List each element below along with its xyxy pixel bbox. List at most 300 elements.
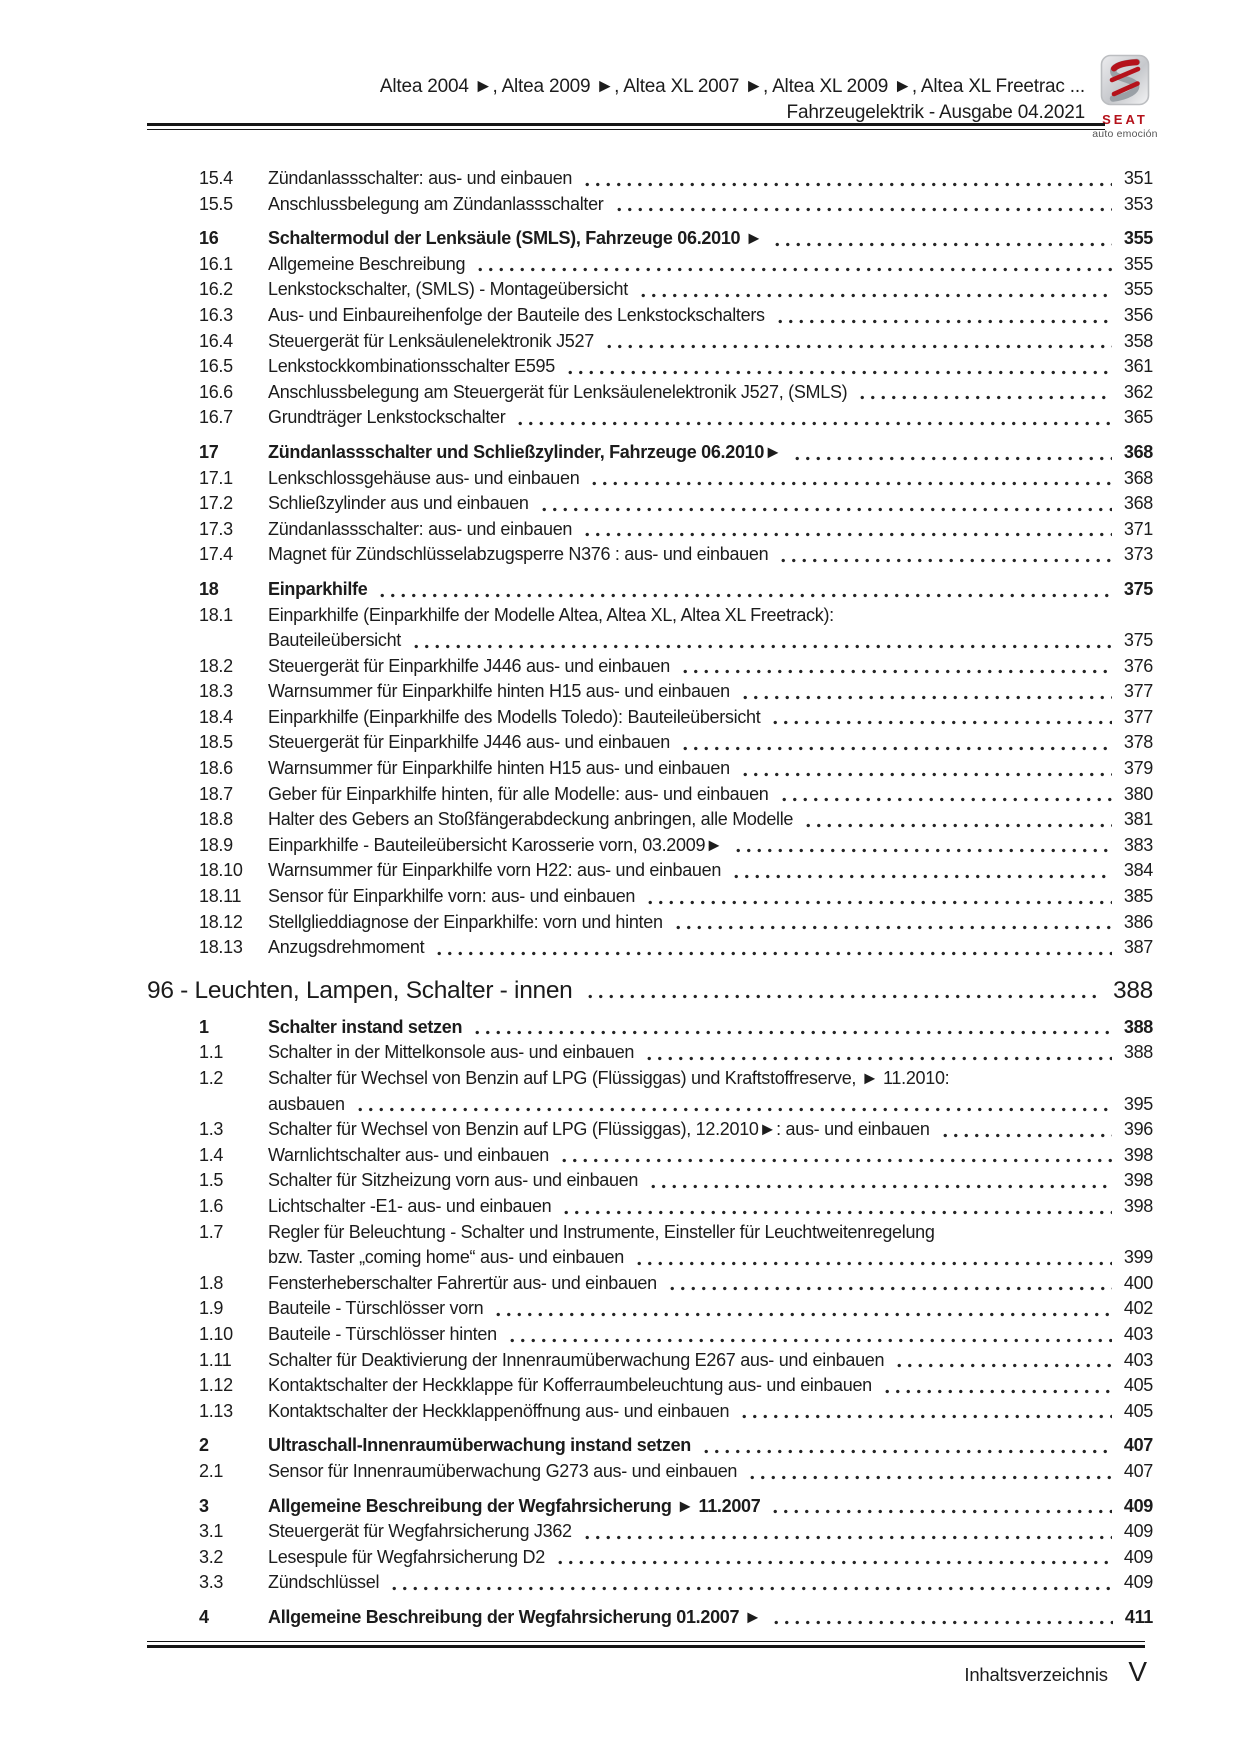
entry-body: [268, 542, 1112, 568]
entry-number: 16.1: [199, 253, 233, 274]
dot-leader: [353, 1092, 1112, 1118]
entry-number: 1.1: [199, 1042, 224, 1063]
entry-last-line: [268, 226, 1112, 252]
toc-entry-row[interactable]: [147, 1040, 1153, 1066]
dot-leader: [729, 858, 1112, 884]
entry-body: [268, 1459, 1112, 1485]
entry-body: [268, 1605, 1113, 1631]
entry-page-number: 409: [1123, 1495, 1153, 1516]
dot-leader: [678, 730, 1112, 756]
entry-text: Einparkhilfe - Bauteileübersicht Karosserie vorn, 03.2009►: [268, 834, 723, 855]
toc-chapter-row[interactable]: [147, 975, 1153, 1006]
toc-entry-row[interactable]: [147, 782, 1153, 808]
entry-number: 17.4: [199, 544, 233, 565]
entry-page-number: 368: [1123, 441, 1153, 462]
footer-label: Inhaltsverzeichnis: [964, 1664, 1108, 1685]
entry-page-number: 402: [1123, 1298, 1153, 1319]
entry-body: [268, 1271, 1112, 1297]
toc-entry-row[interactable]: [147, 1605, 1153, 1631]
entry-text-line: Einparkhilfe (Einparkhilfe der Modelle Altea, Altea XL, Altea XL Freetrack):: [268, 604, 834, 625]
dot-leader: [678, 654, 1112, 680]
entry-text: Schalter in der Mittelkonsole aus- und einbauen: [268, 1042, 635, 1063]
entry-last-line: [268, 166, 1112, 192]
entry-number: 2: [199, 1435, 209, 1456]
entry-body: [268, 1117, 1112, 1143]
entry-page-number: 368: [1123, 467, 1153, 488]
toc-entry-row[interactable]: [147, 491, 1153, 517]
entry-text: Steuergerät für Einparkhilfe J446 aus- und einbauen: [268, 655, 670, 676]
toc-entry-row[interactable]: [147, 884, 1153, 910]
toc-entry-row[interactable]: [147, 1570, 1153, 1596]
entry-body: [268, 730, 1112, 756]
entry-number: 18.3: [199, 681, 233, 702]
chapter-title: 96 - Leuchten, Lampen, Schalter - innen: [147, 976, 573, 1004]
dot-leader: [513, 405, 1111, 431]
entry-number: 17.3: [199, 518, 233, 539]
entry-body: [268, 1322, 1112, 1348]
entry-page-number: 396: [1123, 1119, 1153, 1140]
toc-entry-row[interactable]: [147, 252, 1153, 278]
entry-last-line: [268, 782, 1112, 808]
toc-entry-row[interactable]: [147, 405, 1153, 431]
chapter-page-number: 388: [1113, 976, 1153, 1004]
entry-number: 1.13: [199, 1400, 233, 1421]
dot-leader: [892, 1348, 1112, 1374]
entry-last-line: [268, 1322, 1112, 1348]
toc-entry-row[interactable]: [147, 654, 1153, 680]
toc-entry-row[interactable]: [147, 1373, 1153, 1399]
entry-text: Ultraschall-Innenraumüberwachung instand setzen: [268, 1435, 691, 1456]
entry-body: [268, 329, 1112, 355]
entry-number: 18.13: [199, 937, 243, 958]
entry-page-number: 380: [1123, 783, 1153, 804]
entry-number: 16.2: [199, 279, 233, 300]
entry-page-number: 405: [1123, 1375, 1153, 1396]
toc-entry-row[interactable]: [147, 1296, 1153, 1322]
entry-number: 3: [199, 1495, 209, 1516]
entry-number: 3.1: [199, 1521, 224, 1542]
entry-body: [268, 1015, 1112, 1041]
toc-entry-row[interactable]: [147, 1066, 1153, 1117]
dot-leader: [643, 884, 1112, 910]
toc-entry-row[interactable]: [147, 833, 1153, 859]
entry-last-line: [268, 705, 1112, 731]
entry-text: ausbauen: [268, 1093, 345, 1114]
entry-body: [268, 577, 1112, 603]
entry-body: [268, 192, 1112, 218]
entry-number: 18.9: [199, 834, 233, 855]
entry-text: Halter des Gebers an Stoßfängerabdeckung anbringen, alle Modelle: [268, 809, 794, 830]
entry-number: 1.6: [199, 1195, 224, 1216]
entry-page-number: 365: [1123, 407, 1153, 428]
entry-body: [268, 858, 1112, 884]
dot-leader: [580, 166, 1112, 192]
toc-entry-row[interactable]: [147, 166, 1153, 192]
toc-entry-row[interactable]: [147, 1433, 1153, 1459]
dot-leader: [769, 1605, 1112, 1631]
dot-leader: [731, 833, 1112, 859]
entry-number: 1.7: [199, 1221, 224, 1242]
entry-text: Allgemeine Beschreibung: [268, 253, 466, 274]
entry-last-line: [268, 354, 1112, 380]
entry-page-number: 384: [1123, 860, 1153, 881]
entry-last-line: [268, 935, 1112, 961]
entry-body: [268, 1168, 1112, 1194]
entry-body: [268, 1399, 1112, 1425]
toc-entry-row[interactable]: [147, 354, 1153, 380]
entry-text: Fensterheberschalter Fahrertür aus- und einbauen: [268, 1272, 657, 1293]
entry-last-line: [268, 679, 1112, 705]
entry-number: 18.6: [199, 758, 233, 779]
toc-entry-row[interactable]: [147, 756, 1153, 782]
entry-body: [268, 166, 1112, 192]
entry-body: [268, 277, 1112, 303]
dot-leader: [580, 1519, 1112, 1545]
entry-text: Warnlichtschalter aus- und einbauen: [268, 1144, 549, 1165]
dot-leader: [553, 1545, 1112, 1571]
entry-last-line: [268, 1519, 1112, 1545]
toc-entry-row[interactable]: [147, 1348, 1153, 1374]
entry-page-number: 378: [1123, 732, 1153, 753]
toc-entry-row[interactable]: [147, 1194, 1153, 1220]
entry-text: Zündanlassschalter: aus- und einbauen: [268, 168, 573, 188]
toc-entry-row[interactable]: [147, 1168, 1153, 1194]
entry-last-line: [268, 833, 1112, 859]
entry-last-line: [268, 466, 1112, 492]
dot-leader: [563, 354, 1112, 380]
dot-leader: [491, 1296, 1111, 1322]
entry-last-line: [268, 1570, 1112, 1596]
toc-entry-row[interactable]: [147, 705, 1153, 731]
entry-page-number: 381: [1123, 809, 1153, 830]
entry-number: 1.12: [199, 1375, 233, 1396]
toc-entry-row[interactable]: [147, 440, 1153, 466]
dot-leader: [587, 466, 1111, 492]
toc-entry-row[interactable]: [147, 1117, 1153, 1143]
entry-text-line: Regler für Beleuchtung - Schalter und Instrumente, Einsteller für Leuchtweitenregelung: [268, 1221, 935, 1242]
entry-body: [268, 1143, 1112, 1169]
entry-page-number: 377: [1123, 681, 1153, 702]
entry-page-number: 395: [1123, 1093, 1153, 1114]
entry-number: 17.2: [199, 493, 233, 514]
entry-page-number: 376: [1123, 655, 1153, 676]
toc-entry-row[interactable]: [147, 466, 1153, 492]
entry-last-line: [268, 628, 1112, 654]
entry-number: 18.10: [199, 860, 243, 881]
footer-divider: [147, 1641, 1145, 1648]
entry-page-number: 383: [1123, 834, 1153, 855]
entry-page-number: 379: [1123, 758, 1153, 779]
entry-number: 18.12: [199, 911, 243, 932]
entry-text-line: Schalter für Wechsel von Benzin auf LPG (Flüssiggas) und Kraftstoffreserve, ► 11.2010:: [268, 1068, 950, 1088]
toc-entry-row[interactable]: [147, 1399, 1153, 1425]
entry-number: 1.10: [199, 1323, 233, 1344]
entry-body: [268, 1519, 1112, 1545]
dot-leader: [473, 252, 1112, 278]
entry-text: Steuergerät für Wegfahrsicherung J362: [268, 1521, 572, 1542]
dot-leader: [612, 192, 1112, 218]
entry-last-line: [268, 1015, 1112, 1041]
entry-page-number: 403: [1123, 1349, 1153, 1370]
entry-body: [268, 1570, 1112, 1596]
entry-number: 18.2: [199, 655, 233, 676]
entry-page-number: 411: [1124, 1606, 1153, 1627]
entry-last-line: [268, 1168, 1112, 1194]
toc-entry-row[interactable]: [147, 226, 1153, 252]
entry-page-number: 375: [1123, 578, 1153, 599]
entry-last-line: [268, 192, 1112, 218]
page-footer: [147, 1656, 1147, 1688]
entry-number: 18: [199, 578, 219, 599]
footer-page-number: V: [1128, 1656, 1147, 1687]
entry-text: Aus- und Einbaureihenfolge der Bauteile des Lenkstockschalters: [268, 304, 765, 325]
entry-text: Bauteileübersicht: [268, 630, 401, 651]
entry-number: 1.9: [199, 1298, 224, 1319]
dot-leader: [938, 1117, 1112, 1143]
entry-page-number: 409: [1123, 1572, 1153, 1593]
entry-last-line: [268, 1348, 1112, 1374]
entry-number: 15.4: [199, 168, 233, 188]
entry-last-line: [268, 1399, 1112, 1425]
entry-number: 16.3: [199, 304, 233, 325]
toc-entry-row[interactable]: [147, 192, 1153, 218]
toc-entry-row[interactable]: [147, 1545, 1153, 1571]
toc-entry-row[interactable]: [147, 1459, 1153, 1485]
entry-page-number: 399: [1123, 1247, 1153, 1268]
entry-text: Schließzylinder aus und einbauen: [268, 493, 529, 514]
entry-last-line: [268, 277, 1112, 303]
toc-entry-row[interactable]: [147, 517, 1153, 543]
entry-text: Kontaktschalter der Heckklappe für Kofferraumbeleuchtung aus- und einbauen: [268, 1375, 872, 1396]
entry-number: 2.1: [199, 1460, 224, 1481]
toc-entry-row[interactable]: [147, 935, 1153, 961]
entry-last-line: [268, 303, 1112, 329]
toc-entry-row[interactable]: [147, 277, 1153, 303]
entry-text: Lenkschlossgehäuse aus- und einbauen: [268, 467, 580, 488]
entry-page-number: 362: [1123, 381, 1153, 402]
dot-leader: [790, 440, 1112, 466]
dot-leader: [801, 807, 1112, 833]
entry-last-line: [268, 380, 1112, 406]
toc-entry-row[interactable]: [147, 603, 1153, 654]
entry-page-number: 377: [1123, 706, 1153, 727]
dot-leader: [580, 517, 1112, 543]
entry-number: 1: [199, 1016, 209, 1037]
entry-text: Steuergerät für Lenksäulenelektronik J527: [268, 330, 594, 351]
entry-body: [268, 226, 1112, 252]
entry-last-line: [268, 1494, 1112, 1520]
toc-entry-row[interactable]: [147, 1143, 1153, 1169]
entry-number: 3.3: [199, 1572, 224, 1593]
entry-last-line: [268, 654, 1112, 680]
entry-text: Anschlussbelegung am Steuergerät für Lenksäulenelektronik J527, (SMLS): [268, 381, 848, 402]
entry-last-line: [268, 884, 1112, 910]
entry-number: 17: [199, 441, 219, 462]
toc-entry-row[interactable]: [147, 1220, 1153, 1271]
entry-body: [268, 1296, 1112, 1322]
dot-leader: [671, 910, 1112, 936]
entry-page-number: 356: [1123, 304, 1153, 325]
entry-last-line: [268, 1040, 1112, 1066]
dot-leader: [745, 1459, 1112, 1485]
dot-leader: [602, 329, 1112, 355]
toc-entry-row[interactable]: [147, 1519, 1153, 1545]
dot-leader: [738, 756, 1112, 782]
entry-text: Warnsummer für Einparkhilfe hinten H15 aus- und einbauen: [268, 681, 730, 702]
entry-text: bzw. Taster „coming home“ aus- und einbauen: [268, 1247, 624, 1268]
header-divider: [147, 123, 1105, 130]
dot-leader: [768, 705, 1111, 731]
entry-last-line: [268, 440, 1112, 466]
entry-body: [268, 491, 1112, 517]
entry-page-number: 407: [1123, 1460, 1153, 1481]
entry-text: Schalter für Wechsel von Benzin auf LPG (Flüssiggas), 12.2010►: aus- und einbauen: [268, 1119, 930, 1140]
entry-number: 1.8: [199, 1272, 224, 1293]
entry-page-number: 375: [1123, 630, 1153, 651]
entry-page-number: 361: [1123, 356, 1153, 377]
dot-leader: [432, 935, 1112, 961]
entry-last-line: [268, 329, 1112, 355]
entry-page-number: 388: [1123, 1042, 1153, 1063]
dot-leader: [699, 1433, 1112, 1459]
entry-last-line: [268, 517, 1112, 543]
entry-body: [268, 252, 1112, 278]
toc-entry-row[interactable]: [147, 329, 1153, 355]
entry-last-line: [268, 577, 1112, 603]
entry-number: 16: [199, 228, 219, 249]
entry-last-line: [268, 1143, 1112, 1169]
entry-body: [268, 1040, 1112, 1066]
entry-body: [268, 935, 1112, 961]
entry-text: Schalter instand setzen: [268, 1016, 463, 1037]
entry-body: [268, 354, 1112, 380]
entry-body: [268, 1194, 1112, 1220]
entry-last-line: [268, 858, 1112, 884]
toc-entry-row[interactable]: [147, 679, 1153, 705]
toc-entry-row[interactable]: [147, 542, 1153, 568]
entry-last-line: [268, 807, 1112, 833]
entry-text: Schaltermodul der Lenksäule (SMLS), Fahrzeuge 06.2010 ►: [268, 228, 763, 249]
entry-last-line: [268, 1092, 1112, 1118]
entry-last-line: [268, 405, 1112, 431]
entry-body: [268, 756, 1112, 782]
entry-body: [268, 466, 1112, 492]
dot-leader: [409, 628, 1112, 654]
toc-entry-row[interactable]: [147, 730, 1153, 756]
dot-leader: [855, 380, 1112, 406]
entry-text: Lenkstockkombinationsschalter E595: [268, 356, 555, 377]
entry-number: 16.4: [199, 330, 233, 351]
entry-text: Bauteile - Türschlösser hinten: [268, 1323, 497, 1344]
toc-entry-row[interactable]: [147, 380, 1153, 406]
entry-body: [268, 654, 1112, 680]
dot-leader: [470, 1015, 1112, 1041]
entry-body: [268, 705, 1112, 731]
entry-page-number: 385: [1123, 886, 1153, 907]
entry-text: Einparkhilfe (Einparkhilfe des Modells Toledo): Bauteileübersicht: [268, 706, 761, 727]
toc-entry-row[interactable]: [147, 1322, 1153, 1348]
entry-last-line: [268, 1433, 1112, 1459]
entry-number: 18.1: [199, 604, 233, 625]
entry-page-number: 407: [1123, 1435, 1153, 1456]
entry-number: 3.2: [199, 1546, 224, 1567]
toc-entry-row[interactable]: [147, 807, 1153, 833]
dot-leader: [738, 679, 1112, 705]
entry-body: [268, 1545, 1112, 1571]
entry-body: [268, 910, 1112, 936]
seat-emblem-icon: [1100, 93, 1150, 110]
dot-leader: [770, 226, 1111, 252]
entry-text: Magnet für Zündschlüsselabzugsperre N376 : aus- und einbauen: [268, 544, 769, 565]
entry-body: [268, 303, 1112, 329]
toc-entry-row[interactable]: [147, 1015, 1153, 1041]
entry-text: Sensor für Einparkhilfe vorn: aus- und einbauen: [268, 886, 636, 907]
entry-last-line: [268, 252, 1112, 278]
header-models-line: Altea 2004 ►, Altea 2009 ►, Altea XL 2007 ►, Altea XL 2009 ►, Altea XL Freetrac ...: [379, 76, 1085, 97]
entry-page-number: 358: [1123, 330, 1153, 351]
toc-entry-row[interactable]: [147, 303, 1153, 329]
entry-text: Grundträger Lenkstockschalter: [268, 407, 506, 428]
entry-number: 18.11: [199, 886, 242, 907]
entry-page-number: 388: [1123, 1016, 1153, 1037]
entry-page-number: 371: [1123, 518, 1153, 539]
toc-list: [147, 166, 1153, 1630]
entry-last-line: [268, 1459, 1112, 1485]
toc-entry-row[interactable]: [147, 1494, 1153, 1520]
entry-text: Zündanlassschalter und Schließzylinder, Fahrzeuge 06.2010►: [268, 441, 782, 462]
toc-entry-row[interactable]: [147, 858, 1153, 884]
entry-number: 16.6: [199, 381, 233, 402]
entry-text: Lichtschalter -E1- aus- und einbauen: [268, 1195, 552, 1216]
entry-number: 4: [199, 1606, 209, 1627]
entry-number: 1.5: [199, 1170, 224, 1191]
entry-body: [268, 833, 1112, 859]
entry-number: 1.11: [199, 1349, 232, 1370]
dot-leader: [776, 542, 1112, 568]
entry-page-number: 409: [1123, 1521, 1153, 1542]
entry-text: Warnsummer für Einparkhilfe vorn H22: aus- und einbauen: [268, 860, 722, 881]
entry-text: Allgemeine Beschreibung der Wegfahrsicherung ► 11.2007: [268, 1495, 761, 1516]
toc-entry-row[interactable]: [147, 1271, 1153, 1297]
entry-page-number: 400: [1123, 1272, 1153, 1293]
toc-entry-row[interactable]: [147, 910, 1153, 936]
entry-number: 16.5: [199, 356, 233, 377]
entry-last-line: [268, 542, 1112, 568]
dot-leader: [880, 1373, 1112, 1399]
entry-last-line: [268, 730, 1112, 756]
entry-body: [268, 1433, 1112, 1459]
dot-leader: [636, 277, 1112, 303]
entry-text: Warnsummer für Einparkhilfe hinten H15 aus- und einbauen: [268, 758, 730, 779]
entry-last-line: [268, 1271, 1112, 1297]
toc-entry-row[interactable]: [147, 577, 1153, 603]
entry-page-number: 387: [1123, 937, 1153, 958]
entry-text: Einparkhilfe: [268, 578, 368, 599]
entry-text: Anschlussbelegung am Zündanlassschalter: [268, 193, 604, 214]
entry-page-number: 351: [1123, 168, 1153, 188]
entry-text: Zündanlassschalter: aus- und einbauen: [268, 518, 573, 539]
entry-number: 16.7: [199, 407, 233, 428]
entry-body: [268, 1066, 1112, 1117]
entry-last-line: [268, 491, 1112, 517]
entry-text: Schalter für Deaktivierung der Innenraumüberwachung E267 aus- und einbauen: [268, 1349, 885, 1370]
entry-page-number: 403: [1123, 1323, 1153, 1344]
dot-leader: [665, 1271, 1112, 1297]
entry-last-line: [268, 1545, 1112, 1571]
entry-text: Sensor für Innenraumüberwachung G273 aus- und einbauen: [268, 1460, 738, 1481]
header-subtitle-line: Fahrzeugelektrik - Ausgabe 04.2021: [786, 102, 1085, 123]
entry-page-number: 398: [1123, 1170, 1153, 1191]
